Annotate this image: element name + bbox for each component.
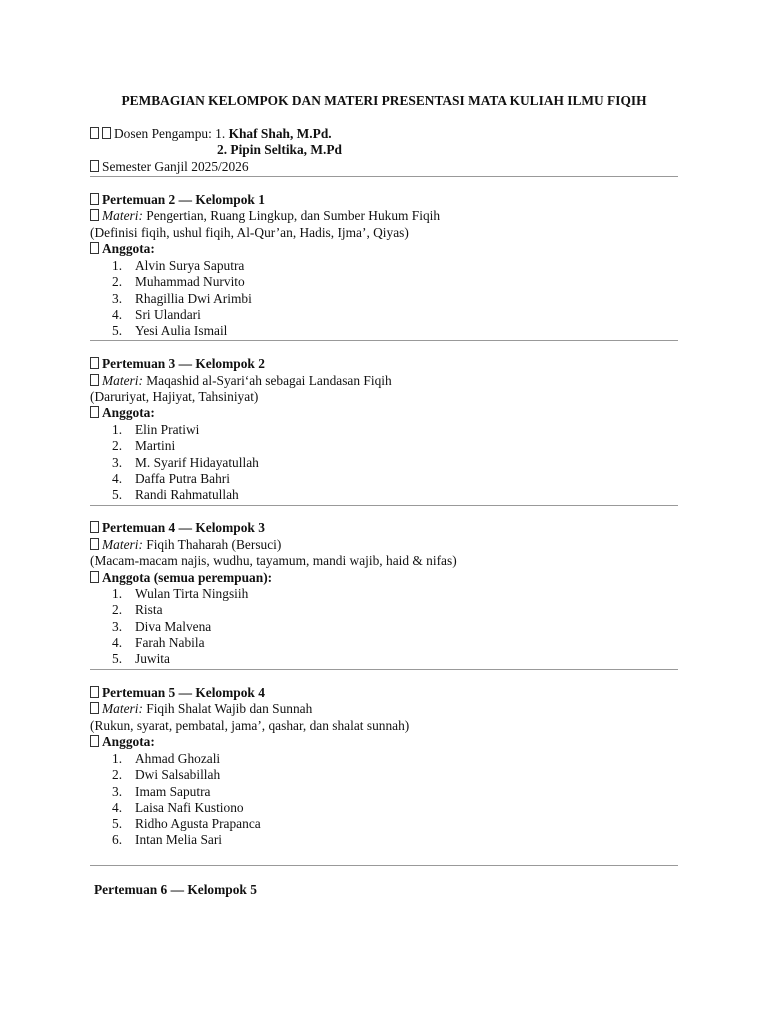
book-emoji-icon — [90, 686, 99, 698]
materi-detail: (Rukun, syarat, pembatal, jama’, qashar, dan shalat sunnah) — [90, 718, 410, 733]
section-heading: Pertemuan 3 — Kelompok 2 — [90, 356, 265, 372]
book-emoji-icon — [90, 521, 99, 533]
divider — [90, 176, 678, 177]
calendar-emoji-icon — [90, 160, 99, 172]
materi-line: Materi: Maqashid al-Syari‘ah sebagai Landasan Fiqih — [90, 373, 392, 389]
materi-detail: (Daruriyat, Hajiyat, Tahsiniyat) — [90, 389, 259, 404]
section-heading: Pertemuan 2 — Kelompok 1 — [90, 192, 265, 208]
pin-emoji-icon — [90, 702, 99, 714]
people-emoji-icon — [90, 571, 99, 583]
divider — [90, 669, 678, 670]
book-emoji-icon — [90, 357, 99, 369]
people-emoji-icon — [90, 406, 99, 418]
dosen-label: Dosen Pengampu: 1. — [114, 126, 229, 141]
materi-line: Materi: Fiqih Thaharah (Bersuci) — [90, 537, 281, 553]
materi-detail: (Definisi fiqih, ushul fiqih, Al-Qur’an, Hadis, Ijma’, Qiyas) — [90, 225, 409, 240]
anggota-label: Anggota: — [90, 241, 155, 257]
section-heading: Pertemuan 4 — Kelompok 3 — [90, 520, 265, 536]
materi-detail: (Macam-macam najis, wudhu, tayamum, mandi wajib, haid & nifas) — [90, 553, 457, 568]
dosen-line — [90, 126, 332, 142]
materi-line: Materi: Fiqih Shalat Wajib dan Sunnah — [90, 701, 312, 717]
semester-line — [90, 159, 249, 175]
pin-emoji-icon — [90, 209, 99, 221]
book-emoji-icon — [90, 193, 99, 205]
teacher-emoji-icon-2 — [102, 127, 111, 139]
materi-line: Materi: Pengertian, Ruang Lingkup, dan Sumber Hukum Fiqih — [90, 208, 440, 224]
document-title: PEMBAGIAN KELOMPOK DAN MATERI PRESENTASI MATA KULIAH ILMU FIQIH — [121, 93, 647, 108]
anggota-label: Anggota: — [90, 405, 155, 421]
section-heading: Pertemuan 5 — Kelompok 4 — [90, 685, 265, 701]
anggota-label: Anggota (semua perempuan): — [90, 570, 272, 586]
document-page: PEMBAGIAN KELOMPOK DAN MATERI PRESENTASI MATA KULIAH ILMU FIQIH Dosen Pengampu: 1. Khaf Shah, M.Pd. 2. Pipin Seltika, M.Pd Semester Ganjil 2025/2026 Pertemuan 2 — Kelompok 1 Materi: Pengertian, Ruang Lingkup, dan Sumber Hukum Fiqih (Definisi fiqih, ushul fiqih, Al-Qur’an, Hadis, Ijma’, Qiyas) Anggota: 1. Alvin Surya Saputra 2. Muhammad Nurvito 3. Rhagillia Dwi Arimbi 4. Sri Ulandari 5. Yesi Aulia Ismail Pertemuan 3 — Kelompok 2 Materi: Maqashid al-Syari‘ah sebagai Landasan Fiqih (Daruriyat, Hajiyat, Tahsiniyat) Anggota: 1. Elin Pratiwi 2. Martini 3. M. Syarif Hidayatullah 4. Daffa Putra Bahri 5. Randi Rahmatullah Pertemuan 4 — Kelompok 3 Materi: Fiqih Thaharah (Bersuci) (Macam-macam najis, wudhu, tayamum, mandi wajib, haid & nifas) Anggota (semua perempuan): 1. Wulan Tirta Ningsiih 2. Rista 3. Diva Malvena 4. Farah Nabila 5. Juwita Pertemuan 5 — Kelompok 4 Materi: Fiqih Shalat Wajib dan Sunnah (Rukun, syarat, pembatal, jama’, qashar, dan shalat sunnah) Anggota: 1. Ahmad Ghozali 2. Dwi Salsabillah 3. Imam Saputra 4. Laisa Nafi Kustiono 5. Ridho Agusta Prapanca 6. Intan Melia Sari Pertemuan 6 — Kelompok 5 — [0, 0, 768, 1024]
divider — [90, 505, 678, 506]
section-heading-6: Pertemuan 6 — Kelompok 5 — [94, 882, 257, 897]
anggota-label: Anggota: — [90, 734, 155, 750]
dosen-2: 2. Pipin Seltika, M.Pd — [217, 142, 342, 157]
divider — [90, 340, 678, 341]
semester-text: Semester Ganjil 2025/2026 — [102, 159, 249, 174]
pin-emoji-icon — [90, 374, 99, 386]
people-emoji-icon — [90, 242, 99, 254]
people-emoji-icon — [90, 735, 99, 747]
divider — [90, 865, 678, 866]
pin-emoji-icon — [90, 538, 99, 550]
dosen-1: Khaf Shah, M.Pd. — [228, 126, 332, 141]
teacher-emoji-icon — [90, 127, 99, 139]
